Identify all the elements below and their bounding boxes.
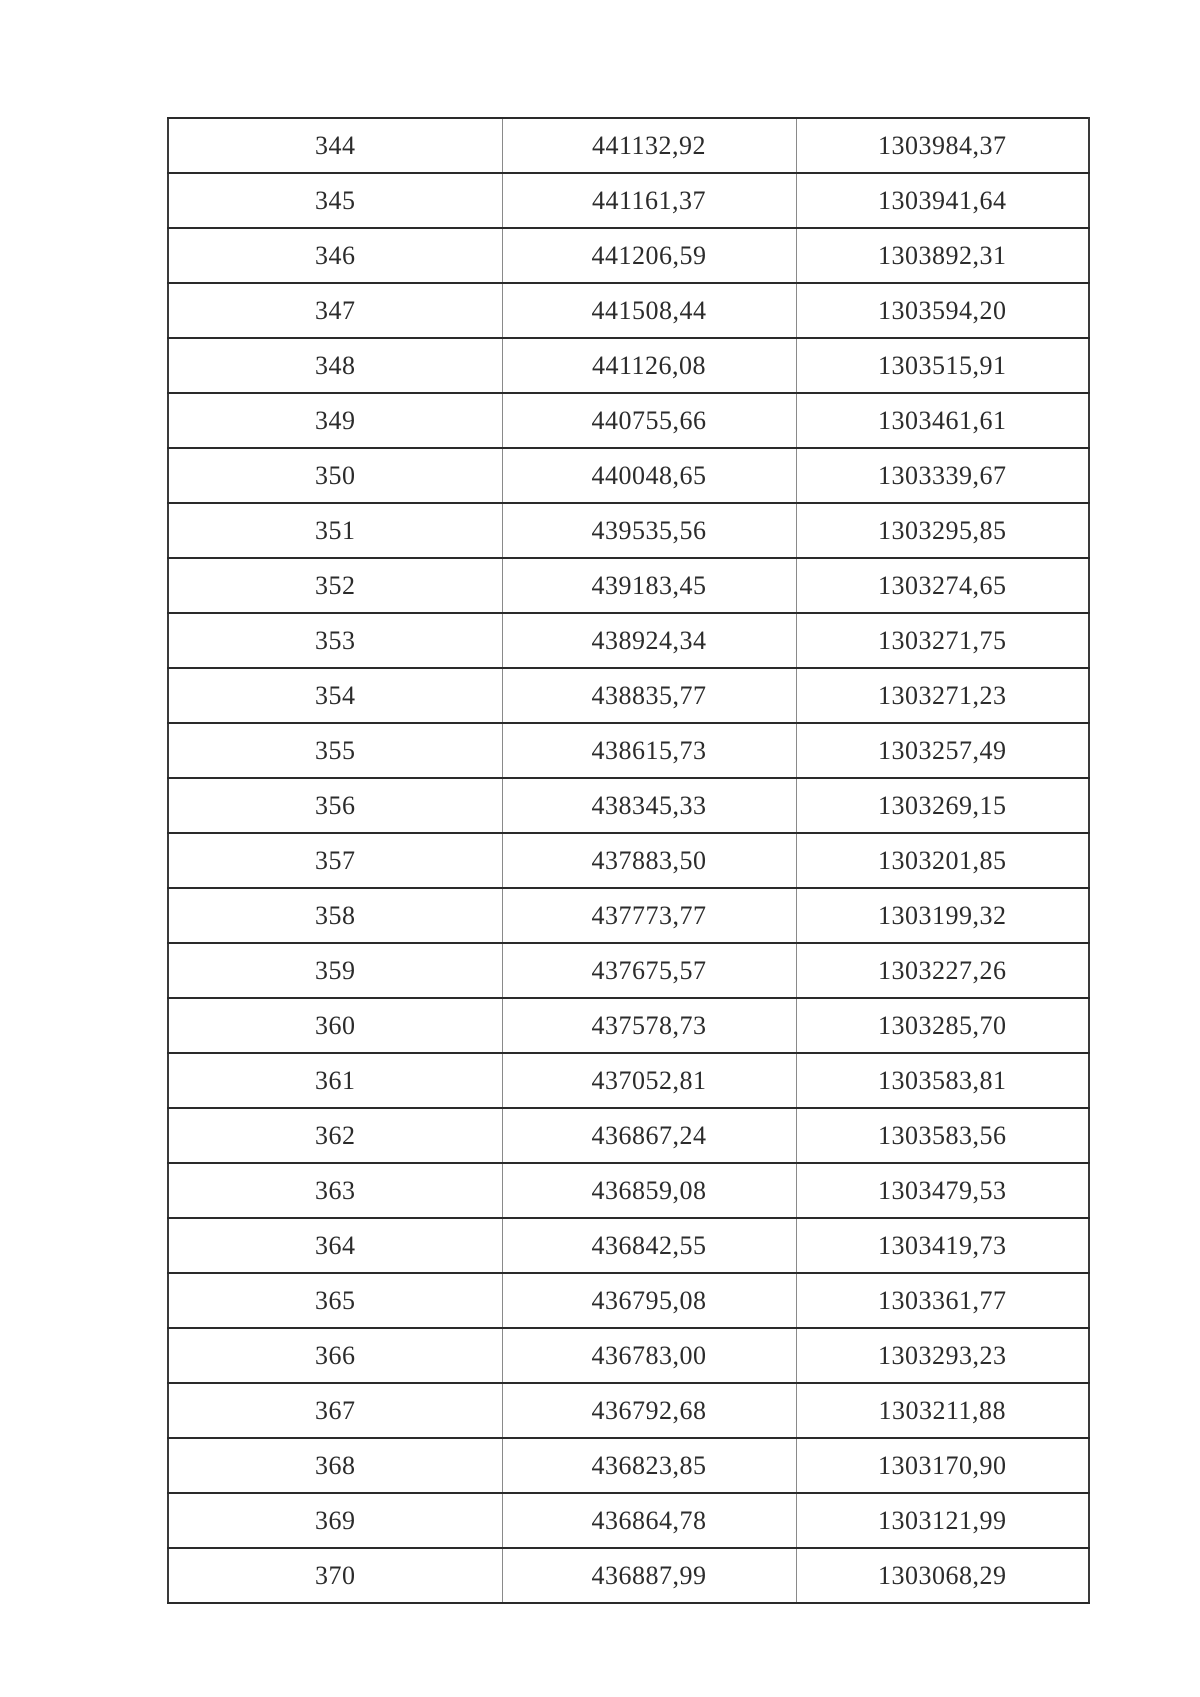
x-coordinate-cell: 436859,08 [502, 1163, 796, 1218]
x-coordinate-cell: 438615,73 [502, 723, 796, 778]
table-row [168, 778, 1089, 833]
y-coordinate-cell: 1303461,61 [796, 393, 1089, 448]
table-row [168, 228, 1089, 283]
coordinates-table [167, 117, 1090, 1604]
table-row [168, 1548, 1089, 1603]
table-row [168, 723, 1089, 778]
y-coordinate-cell: 1303271,75 [796, 613, 1089, 668]
x-coordinate-cell: 439183,45 [502, 558, 796, 613]
table-row [168, 1328, 1089, 1383]
x-coordinate-cell: 440048,65 [502, 448, 796, 503]
point-number-cell: 359 [168, 943, 502, 998]
point-number-cell: 363 [168, 1163, 502, 1218]
point-number-cell: 346 [168, 228, 502, 283]
point-number-cell: 360 [168, 998, 502, 1053]
x-coordinate-cell: 437883,50 [502, 833, 796, 888]
coordinates-table-body [168, 118, 1089, 1603]
y-coordinate-cell: 1303274,65 [796, 558, 1089, 613]
point-number-cell: 362 [168, 1108, 502, 1163]
y-coordinate-cell: 1303293,23 [796, 1328, 1089, 1383]
table-row [168, 283, 1089, 338]
table-row [168, 1053, 1089, 1108]
x-coordinate-cell: 437675,57 [502, 943, 796, 998]
table-row [168, 998, 1089, 1053]
table-row [168, 1163, 1089, 1218]
table-row [168, 118, 1089, 173]
x-coordinate-cell: 436887,99 [502, 1548, 796, 1603]
x-coordinate-cell: 436795,08 [502, 1273, 796, 1328]
table-row [168, 1218, 1089, 1273]
point-number-cell: 370 [168, 1548, 502, 1603]
point-number-cell: 350 [168, 448, 502, 503]
table-row [168, 448, 1089, 503]
table-row [168, 943, 1089, 998]
y-coordinate-cell: 1303583,81 [796, 1053, 1089, 1108]
point-number-cell: 364 [168, 1218, 502, 1273]
table-row [168, 668, 1089, 723]
table-row [168, 833, 1089, 888]
y-coordinate-cell: 1303257,49 [796, 723, 1089, 778]
y-coordinate-cell: 1303227,26 [796, 943, 1089, 998]
point-number-cell: 361 [168, 1053, 502, 1108]
y-coordinate-cell: 1303339,67 [796, 448, 1089, 503]
point-number-cell: 367 [168, 1383, 502, 1438]
point-number-cell: 345 [168, 173, 502, 228]
y-coordinate-cell: 1303479,53 [796, 1163, 1089, 1218]
point-number-cell: 366 [168, 1328, 502, 1383]
x-coordinate-cell: 436783,00 [502, 1328, 796, 1383]
table-row [168, 1438, 1089, 1493]
x-coordinate-cell: 436792,68 [502, 1383, 796, 1438]
y-coordinate-cell: 1303583,56 [796, 1108, 1089, 1163]
table-row [168, 393, 1089, 448]
x-coordinate-cell: 441508,44 [502, 283, 796, 338]
table-row [168, 888, 1089, 943]
x-coordinate-cell: 441206,59 [502, 228, 796, 283]
point-number-cell: 352 [168, 558, 502, 613]
table-row [168, 558, 1089, 613]
x-coordinate-cell: 437052,81 [502, 1053, 796, 1108]
x-coordinate-cell: 441126,08 [502, 338, 796, 393]
y-coordinate-cell: 1303594,20 [796, 283, 1089, 338]
table-row [168, 338, 1089, 393]
point-number-cell: 344 [168, 118, 502, 173]
point-number-cell: 368 [168, 1438, 502, 1493]
y-coordinate-cell: 1303121,99 [796, 1493, 1089, 1548]
y-coordinate-cell: 1303361,77 [796, 1273, 1089, 1328]
point-number-cell: 355 [168, 723, 502, 778]
table-row [168, 1383, 1089, 1438]
x-coordinate-cell: 437773,77 [502, 888, 796, 943]
x-coordinate-cell: 438345,33 [502, 778, 796, 833]
y-coordinate-cell: 1303269,15 [796, 778, 1089, 833]
x-coordinate-cell: 440755,66 [502, 393, 796, 448]
point-number-cell: 349 [168, 393, 502, 448]
point-number-cell: 353 [168, 613, 502, 668]
table-row [168, 173, 1089, 228]
point-number-cell: 357 [168, 833, 502, 888]
table-row [168, 1493, 1089, 1548]
table-row [168, 1273, 1089, 1328]
x-coordinate-cell: 441132,92 [502, 118, 796, 173]
point-number-cell: 354 [168, 668, 502, 723]
point-number-cell: 348 [168, 338, 502, 393]
x-coordinate-cell: 437578,73 [502, 998, 796, 1053]
x-coordinate-cell: 438835,77 [502, 668, 796, 723]
x-coordinate-cell: 441161,37 [502, 173, 796, 228]
table-row [168, 503, 1089, 558]
x-coordinate-cell: 438924,34 [502, 613, 796, 668]
point-number-cell: 358 [168, 888, 502, 943]
table-row [168, 613, 1089, 668]
x-coordinate-cell: 439535,56 [502, 503, 796, 558]
point-number-cell: 347 [168, 283, 502, 338]
y-coordinate-cell: 1303201,85 [796, 833, 1089, 888]
y-coordinate-cell: 1303984,37 [796, 118, 1089, 173]
y-coordinate-cell: 1303211,88 [796, 1383, 1089, 1438]
x-coordinate-cell: 436823,85 [502, 1438, 796, 1493]
point-number-cell: 351 [168, 503, 502, 558]
y-coordinate-cell: 1303199,32 [796, 888, 1089, 943]
x-coordinate-cell: 436842,55 [502, 1218, 796, 1273]
point-number-cell: 365 [168, 1273, 502, 1328]
y-coordinate-cell: 1303271,23 [796, 668, 1089, 723]
y-coordinate-cell: 1303941,64 [796, 173, 1089, 228]
y-coordinate-cell: 1303419,73 [796, 1218, 1089, 1273]
y-coordinate-cell: 1303892,31 [796, 228, 1089, 283]
x-coordinate-cell: 436867,24 [502, 1108, 796, 1163]
x-coordinate-cell: 436864,78 [502, 1493, 796, 1548]
point-number-cell: 356 [168, 778, 502, 833]
table-row [168, 1108, 1089, 1163]
y-coordinate-cell: 1303515,91 [796, 338, 1089, 393]
y-coordinate-cell: 1303170,90 [796, 1438, 1089, 1493]
y-coordinate-cell: 1303068,29 [796, 1548, 1089, 1603]
point-number-cell: 369 [168, 1493, 502, 1548]
y-coordinate-cell: 1303285,70 [796, 998, 1089, 1053]
y-coordinate-cell: 1303295,85 [796, 503, 1089, 558]
